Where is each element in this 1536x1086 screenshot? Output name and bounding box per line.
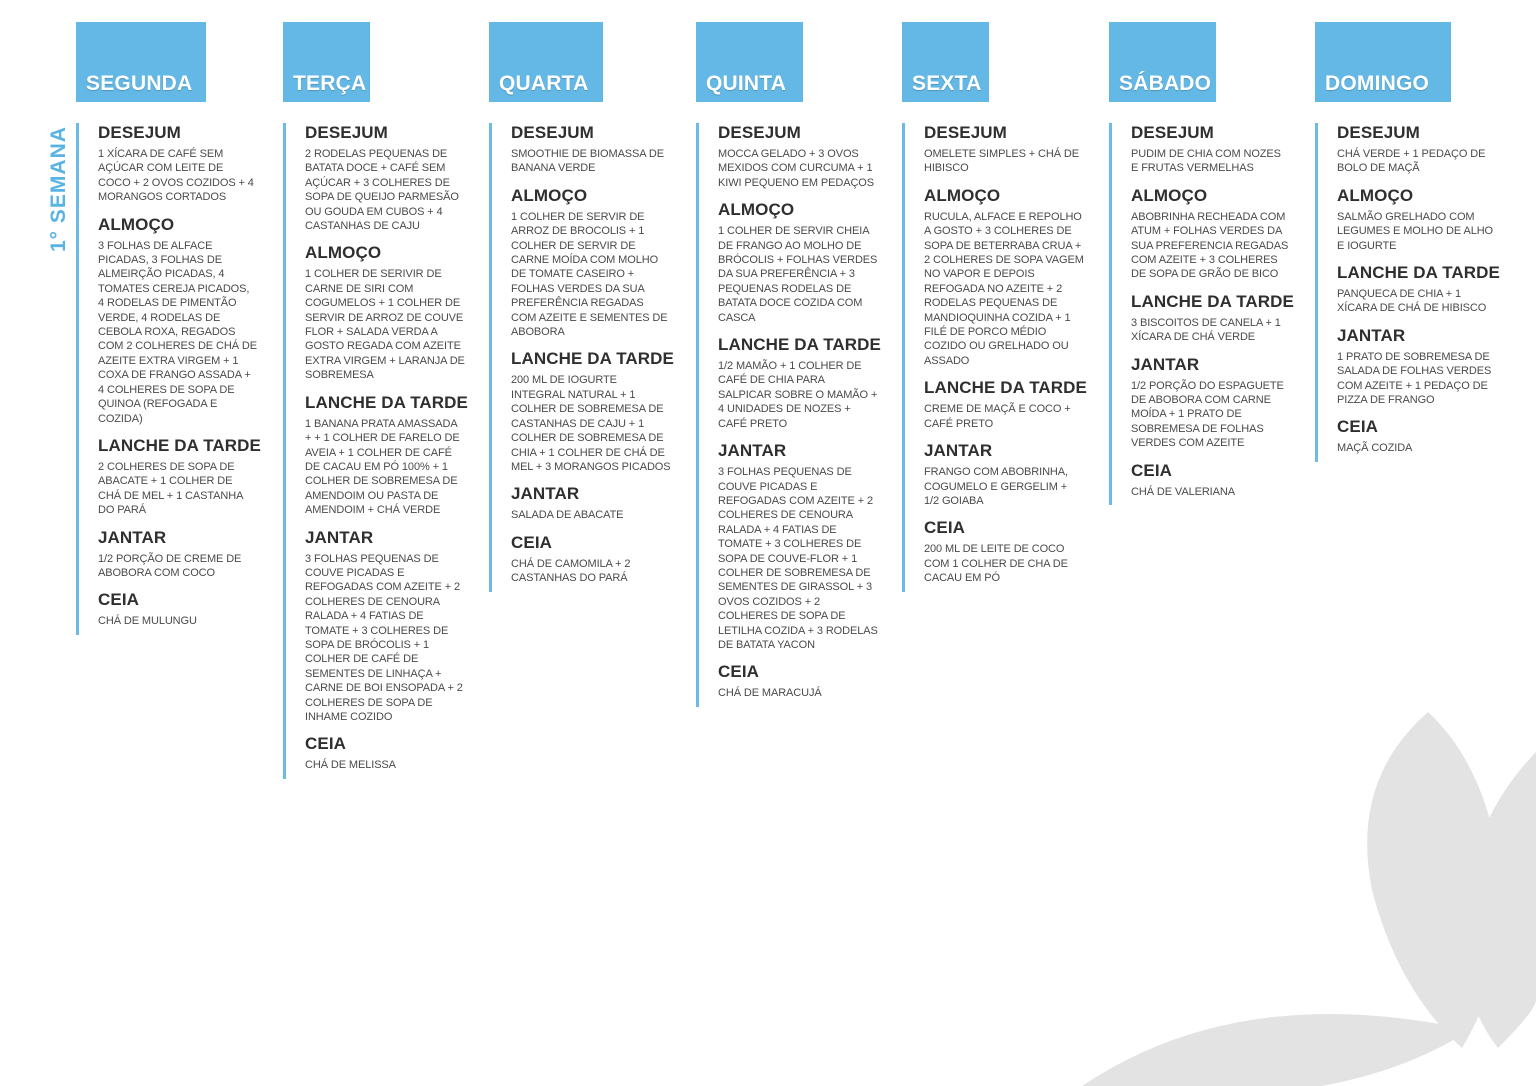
meal-description: PUDIM DE CHIA COM NOZES E FRUTAS VERMELHAS bbox=[1131, 148, 1281, 175]
meal-description: SALADA DE ABACATE bbox=[511, 509, 624, 522]
meal-item bbox=[718, 335, 881, 431]
meal-item bbox=[924, 378, 1087, 431]
meal-item bbox=[511, 123, 671, 176]
day-header: SÁBADO bbox=[1109, 22, 1216, 102]
meal-description: PANQUECA DE CHIA + 1 XÍCARA DE CHÁ DE HIBISCO bbox=[1337, 288, 1487, 315]
day-header: TERÇA bbox=[283, 22, 370, 102]
meal-description: 1 COLHER DE SERVIR CHEIA DE FRANGO AO MOLHO DE BRÓCOLIS + FOLHAS VERDES DA SUA PREFERÊNCIA + 3 PEQUENAS RODELAS DE BATATA DOCE COZIDA COM CASCA bbox=[718, 225, 878, 324]
day-column bbox=[696, 22, 881, 707]
day-header: QUINTA bbox=[696, 22, 803, 102]
meal-item bbox=[511, 484, 671, 522]
meal-description: 2 COLHERES DE SOPA DE ABACATE + 1 COLHER DE CHÁ DE MEL + 1 CASTANHA DO PARÁ bbox=[98, 460, 243, 517]
meal-item bbox=[1337, 186, 1497, 253]
meal-title: DESEJUM bbox=[1337, 123, 1420, 142]
meal-list bbox=[1315, 123, 1500, 462]
meal-title: LANCHE DA TARDE bbox=[718, 335, 881, 355]
meal-title: CEIA bbox=[511, 532, 553, 552]
meal-title: LANCHE DA TARDE bbox=[98, 435, 261, 455]
meal-title: JANTAR bbox=[1337, 325, 1406, 345]
meal-description: 1/2 PORÇÃO DO ESPAGUETE DE ABOBORA COM CARNE MOÍDA + 1 PRATO DE SOBREMESA DE FOLHAS VERDES COM AZEITE bbox=[1131, 379, 1284, 450]
meal-item bbox=[511, 349, 674, 474]
meal-title: LANCHE DA TARDE bbox=[924, 378, 1087, 398]
meal-description: CHÁ DE MARACUJÁ bbox=[718, 687, 822, 700]
meal-description: 1 COLHER DE SERVIR DE ARROZ DE BROCOLIS + 1 COLHER DE SERVIR DE CARNE MOÍDA COM MOLHO DE TOMATE CASEIRO + FOLHAS VERDES DA SUA PREFERÊNCIA REGADAS COM AZEITE E SEMENTES DE ABOBORA bbox=[511, 210, 668, 339]
meal-title: LANCHE DA TARDE bbox=[1337, 263, 1500, 283]
meal-title: DESEJUM bbox=[98, 123, 181, 142]
meal-title: JANTAR bbox=[1131, 354, 1200, 374]
meal-description: 1 COLHER DE SERIVIR DE CARNE DE SIRI COM COGUMELOS + 1 COLHER DE SERVIR DE ARROZ DE COUVE FLOR + SALADA VERDA A GOSTO REGADA COM AZEITE EXTRA VIRGEM + LARANJA DE SOBREMESA bbox=[305, 268, 465, 382]
meal-item bbox=[924, 441, 1084, 508]
meal-description: 1/2 PORÇÃO DE CREME DE ABOBORA COM COCO bbox=[98, 552, 242, 579]
meal-item bbox=[305, 734, 465, 772]
meal-list bbox=[76, 123, 261, 635]
meal-item bbox=[1131, 291, 1294, 345]
meal-description: FRANGO COM ABOBRINHA, COGUMELO E GERGELIM + 1/2 GOIABA bbox=[924, 466, 1068, 507]
meal-item bbox=[305, 123, 465, 233]
meal-title: DESEJUM bbox=[924, 123, 1007, 142]
meal-item bbox=[718, 662, 878, 700]
meal-description: 2 RODELAS PEQUENAS DE BATATA DOCE + CAFÉ SEM AÇÚCAR + 3 COLHERES DE SOPA DE QUEIJO PARMESÃO OU GOUDA EM CUBOS + 4 CASTANHAS DE CAJU bbox=[305, 148, 459, 233]
meal-item bbox=[1131, 186, 1291, 282]
meal-description: SALMÃO GRELHADO COM LEGUMES E MOLHO DE ALHO E IOGURTE bbox=[1337, 210, 1494, 252]
day-column bbox=[902, 22, 1087, 592]
meal-item bbox=[1337, 123, 1497, 176]
meal-description: MOCCA GELADO + 3 OVOS MEXIDOS COM CURCUMA + 1 KIWI PEQUENO EM PEDAÇOS bbox=[718, 148, 875, 189]
meal-item bbox=[511, 533, 671, 586]
meal-title: JANTAR bbox=[924, 441, 993, 461]
meal-title: DESEJUM bbox=[305, 123, 388, 142]
meal-description: MAÇÃ COZIDA bbox=[1337, 442, 1413, 455]
meal-item bbox=[98, 528, 258, 581]
meal-description: 3 BISCOITOS DE CANELA + 1 XÍCARA DE CHÁ VERDE bbox=[1131, 316, 1281, 344]
day-column bbox=[283, 22, 468, 779]
meal-description: CHÁ VERDE + 1 PEDAÇO DE BOLO DE MAÇÃ bbox=[1337, 148, 1486, 175]
day-header: SEGUNDA bbox=[76, 22, 206, 102]
meal-item bbox=[1131, 461, 1291, 499]
meal-description: 1/2 MAMÃO + 1 COLHER DE CAFÉ DE CHIA PARA SALPICAR SOBRE O MAMÃO + 4 UNIDADES DE NOZES + CAFÉ PRETO bbox=[718, 360, 878, 430]
meal-title: ALMOÇO bbox=[305, 243, 382, 263]
meal-list bbox=[283, 123, 468, 779]
meal-description: 1 PRATO DE SOBREMESA DE SALADA DE FOLHAS VERDES COM AZEITE + 1 PEDAÇO DE PIZZA DE FRANGO bbox=[1337, 350, 1492, 407]
meal-description: 3 FOLHAS PEQUENAS DE COUVE PICADAS E REFOGADAS COM AZEITE + 2 COLHERES DE CENOURA RALADA + 4 FATIAS DE TOMATE + 3 COLHERES DE SOPA DE COUVE-FLOR + 1 COLHER DE SOBREMESA DE SEMENTES DE GIRASSOL + 3 OVOS COZIDOS + 2 COLHERES DE SOPA DE LETILHA COZIDA + 3 RODELAS DE BATATA YACON bbox=[718, 466, 878, 651]
meal-item bbox=[1337, 417, 1497, 455]
meal-list bbox=[1109, 123, 1294, 505]
meal-list bbox=[902, 123, 1087, 592]
meal-title: JANTAR bbox=[718, 441, 787, 461]
meal-item bbox=[511, 186, 671, 340]
meal-item bbox=[305, 392, 468, 518]
meal-title: DESEJUM bbox=[718, 123, 801, 142]
meal-item bbox=[98, 590, 258, 628]
meal-title: ALMOÇO bbox=[1337, 185, 1414, 205]
week-label: 1° SEMANA bbox=[47, 126, 70, 252]
meal-title: ALMOÇO bbox=[924, 185, 1001, 205]
meal-description: ABOBRINHA RECHEADA COM ATUM + FOLHAS VERDES DA SUA PREFERENCIA REGADAS COM AZEITE + 3 COLHERES DE SOPA DE GRÃO DE BICO bbox=[1131, 210, 1289, 281]
meal-title: ALMOÇO bbox=[1131, 185, 1208, 205]
day-header: QUARTA bbox=[489, 22, 603, 102]
meal-item bbox=[305, 243, 465, 382]
meal-item bbox=[1131, 123, 1291, 176]
meal-description: 1 XÍCARA DE CAFÉ SEM AÇÚCAR COM LEITE DE COCO + 2 OVOS COZIDOS + 4 MORANGOS CORTADOS bbox=[98, 148, 254, 204]
meal-title: JANTAR bbox=[98, 527, 167, 547]
day-header: SEXTA bbox=[902, 22, 989, 102]
meal-item bbox=[1131, 355, 1291, 451]
meal-title: ALMOÇO bbox=[511, 185, 588, 205]
meal-title: CEIA bbox=[98, 590, 140, 610]
meal-title: LANCHE DA TARDE bbox=[511, 349, 674, 369]
meal-item bbox=[924, 123, 1084, 176]
meal-item bbox=[718, 200, 878, 325]
meal-item bbox=[98, 435, 261, 518]
meal-list bbox=[489, 123, 674, 592]
meal-item bbox=[1337, 263, 1500, 316]
meal-description: CHÁ DE MELISSA bbox=[305, 759, 396, 772]
day-column bbox=[1109, 22, 1294, 505]
meal-title: ALMOÇO bbox=[718, 200, 795, 220]
meal-description: 1 BANANA PRATA AMASSADA + + 1 COLHER DE FARELO DE AVEIA + 1 COLHER DE CAFÉ DE CACAU EM PÓ 100% + 1 COLHER DE SOBREMESA DE AMENDOIM OU PASTA DE AMENDOIM + CHÁ VERDE bbox=[305, 417, 460, 517]
meal-title: ALMOÇO bbox=[98, 214, 175, 234]
meal-item bbox=[1337, 326, 1497, 408]
meal-item bbox=[924, 518, 1084, 585]
meal-item bbox=[718, 441, 878, 652]
meal-description: CHÁ DE CAMOMILA + 2 CASTANHAS DO PARÁ bbox=[511, 557, 631, 585]
meal-item bbox=[98, 123, 258, 205]
meal-item bbox=[718, 123, 878, 190]
meal-description: CHÁ DE VALERIANA bbox=[1131, 485, 1235, 498]
meal-description: CHÁ DE MULUNGU bbox=[98, 615, 197, 628]
meal-description: 200 ML DE IOGURTE INTEGRAL NATURAL + 1 COLHER DE SOBREMESA DE CASTANHAS DE CAJU + 1 COLHER DE SOBREMESA DE CHIA + 1 COLHER DE CHÁ DE MEL + 3 MORANGOS PICADOS bbox=[511, 374, 671, 473]
meal-item bbox=[98, 215, 258, 426]
meal-description: 200 ML DE LEITE DE COCO COM 1 COLHER DE CHA DE CACAU EM PÓ bbox=[924, 543, 1068, 585]
meal-title: CEIA bbox=[718, 662, 760, 682]
meal-list bbox=[696, 123, 881, 707]
meal-description: RUCULA, ALFACE E REPOLHO A GOSTO + 3 COLHERES DE SOPA DE BETERRABA CRUA + 2 COLHERES DE SOPA VAGEM NO VAPOR E DEPOIS REFOGADA NO AZEITE + 2 RODELAS PEQUENAS DE MANDIOQUINHA COZIDA + 1 FILÉ DE PORCO MÉDIO COZIDO OU GRELHADO OU ASSADO bbox=[924, 210, 1084, 367]
meal-title: JANTAR bbox=[511, 484, 580, 504]
meal-item bbox=[305, 528, 465, 725]
meal-item bbox=[924, 186, 1084, 368]
meal-title: CEIA bbox=[1337, 417, 1379, 437]
meal-description: 3 FOLHAS PEQUENAS DE COUVE PICADAS E REFOGADAS COM AZEITE + 2 COLHERES DE CENOURA RALADA + 4 FATIAS DE TOMATE + 3 COLHERES DE SOPA DE BRÓCOLIS + 1 COLHER DE CAFÉ DE SEMENTES DE LINHAÇA + CARNE DE BOI ENSOPADA + 2 COLHERES DE SOPA DE INHAME COZIDO bbox=[305, 552, 463, 723]
day-header: DOMINGO bbox=[1315, 22, 1451, 102]
meal-title: DESEJUM bbox=[1131, 123, 1214, 142]
meal-title: CEIA bbox=[305, 734, 347, 754]
meal-description: SMOOTHIE DE BIOMASSA DE BANANA VERDE bbox=[511, 148, 664, 175]
day-column bbox=[76, 22, 261, 635]
meal-title: DESEJUM bbox=[511, 123, 594, 142]
meal-title: JANTAR bbox=[305, 527, 374, 547]
day-column bbox=[1315, 22, 1500, 462]
meal-description: CREME DE MAÇÃ E COCO + CAFÉ PRETO bbox=[924, 403, 1071, 430]
meal-description: 3 FOLHAS DE ALFACE PICADAS, 3 FOLHAS DE ALMEIRÇÃO PICADAS, 4 TOMATES CEREJA PICADOS, 4 RODELAS DE PIMENTÃO VERDE, 4 RODELAS DE CEBOLA ROXA, REGADOS COM 2 COLHERES DE CHÁ DE AZEITE EXTRA VIRGEM + 1 COXA DE FRANGO ASSADA + 4 COLHERES DE SOPA DE QUINOA (REFOGADA E COZIDA) bbox=[98, 239, 257, 425]
meal-title: CEIA bbox=[924, 518, 966, 538]
meal-title: LANCHE DA TARDE bbox=[305, 392, 468, 412]
meal-title: LANCHE DA TARDE bbox=[1131, 291, 1294, 311]
day-column bbox=[489, 22, 674, 592]
meal-title: CEIA bbox=[1131, 460, 1173, 480]
meal-description: OMELETE SIMPLES + CHÁ DE HIBISCO bbox=[924, 148, 1080, 175]
